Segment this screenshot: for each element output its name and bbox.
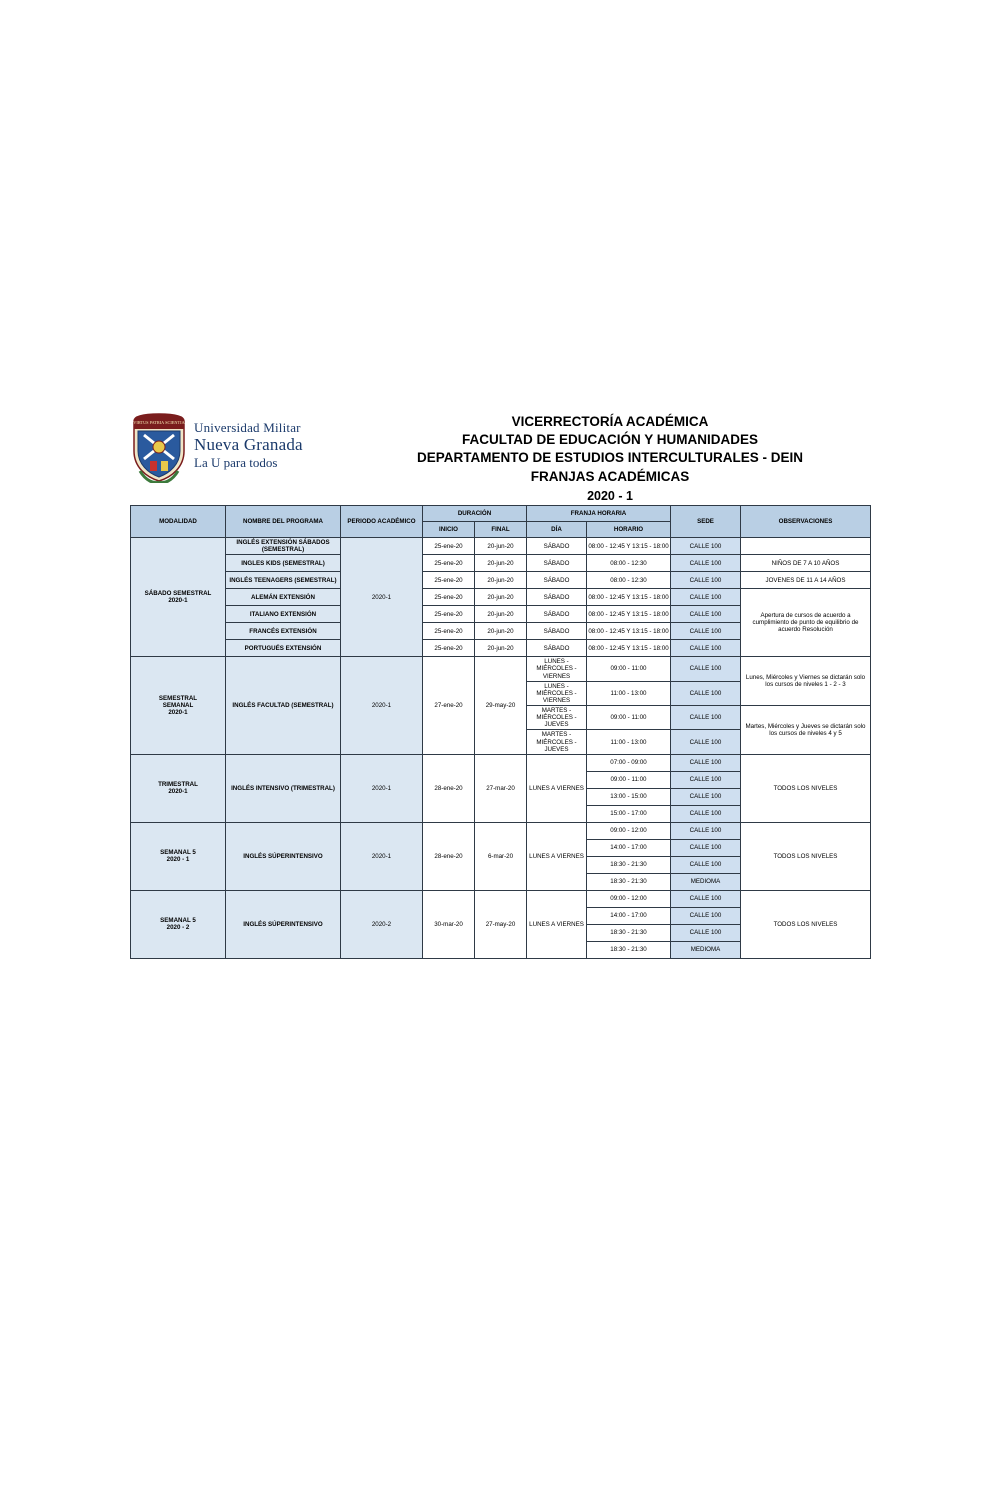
horario-cell: 11:00 - 13:00 xyxy=(587,730,671,754)
observaciones-cell xyxy=(741,538,871,555)
dia-cell: SÁBADO xyxy=(527,589,587,606)
periodo-cell: 2020-2 xyxy=(341,890,423,958)
title-line-vicerrectoria: VICERRECTORÍA ACADÉMICA xyxy=(511,414,709,429)
observaciones-cell: Lunes, Miércoles y Viernes se dictarán solo los cursos de niveles 1 - 2 - 3 xyxy=(741,657,871,706)
dia-cell: MARTES - MIÉRCOLES - JUEVES xyxy=(527,706,587,730)
table-row xyxy=(131,572,871,589)
dia-cell: LUNES - MIÉRCOLES - VIERNES xyxy=(527,681,587,705)
modalidad-semanal5-2 xyxy=(131,890,226,958)
title-line-franjas: FRANJAS ACADÉMICAS xyxy=(530,468,690,484)
sede-cell: CALLE 100 xyxy=(671,907,741,924)
sede-cell: CALLE 100 xyxy=(671,924,741,941)
inicio-cell: 27-ene-20 xyxy=(423,657,475,755)
programa-cell: INGLÉS SÚPERINTENSIVO xyxy=(226,822,341,890)
modalidad-label: SÁBADO SEMESTRAL xyxy=(144,590,212,597)
final-cell: 20-jun-20 xyxy=(475,606,527,623)
sede-cell: CALLE 100 xyxy=(671,589,741,606)
sede-cell: CALLE 100 xyxy=(671,788,741,805)
header-inicio: INICIO xyxy=(423,522,475,538)
dia-cell: LUNES A VIERNES xyxy=(527,890,587,958)
sede-cell: CALLE 100 xyxy=(671,805,741,822)
university-wordmark xyxy=(194,411,303,470)
dia-cell: SÁBADO xyxy=(527,555,587,572)
modalidad-periodo: 2020-1 xyxy=(168,597,188,605)
observaciones-cell: JOVENES DE 11 A 14 AÑOS xyxy=(741,572,871,589)
final-cell: 20-jun-20 xyxy=(475,572,527,589)
table-body xyxy=(131,538,871,959)
dia-cell: LUNES A VIERNES xyxy=(527,754,587,822)
final-cell: 6-mar-20 xyxy=(475,822,527,890)
sede-cell: CALLE 100 xyxy=(671,890,741,907)
sede-cell: CALLE 100 xyxy=(671,681,741,705)
inicio-cell: 25-ene-20 xyxy=(423,572,475,589)
final-cell: 20-jun-20 xyxy=(475,538,527,555)
horario-cell: 09:00 - 11:00 xyxy=(587,657,671,681)
header-dia: DÍA xyxy=(527,522,587,538)
final-cell: 27-may-20 xyxy=(475,890,527,958)
horario-cell: 13:00 - 15:00 xyxy=(587,788,671,805)
horario-cell: 08:00 - 12:45 Y 13:15 - 18:00 xyxy=(587,623,671,640)
inicio-cell: 25-ene-20 xyxy=(423,606,475,623)
observaciones-cell: NIÑOS DE 7 A 10 AÑOS xyxy=(741,555,871,572)
horario-cell: 11:00 - 13:00 xyxy=(587,681,671,705)
document-header xyxy=(130,405,870,503)
table-header-row-1 xyxy=(131,506,871,522)
horario-cell: 08:00 - 12:45 Y 13:15 - 18:00 xyxy=(587,640,671,657)
header-modalidad: MODALIDAD xyxy=(131,506,226,538)
sede-cell: CALLE 100 xyxy=(671,706,741,730)
header-programa: NOMBRE DEL PROGRAMA xyxy=(226,506,341,538)
horario-cell: 18:30 - 21:30 xyxy=(587,941,671,958)
horario-cell: 09:00 - 12:00 xyxy=(587,822,671,839)
horario-cell: 14:00 - 17:00 xyxy=(587,907,671,924)
final-cell: 20-jun-20 xyxy=(475,589,527,606)
horario-cell: 08:00 - 12:45 Y 13:15 - 18:00 xyxy=(587,589,671,606)
inicio-cell: 25-ene-20 xyxy=(423,555,475,572)
horario-cell: 18:30 - 21:30 xyxy=(587,873,671,890)
programa-cell: INGLÉS FACULTAD (SEMESTRAL) xyxy=(226,657,341,755)
sede-cell: CALLE 100 xyxy=(671,606,741,623)
programa-cell: INGLÉS EXTENSIÓN SÁBADOS (SEMESTRAL) xyxy=(226,538,341,555)
sede-cell: CALLE 100 xyxy=(671,771,741,788)
university-name-line1: Universidad Militar xyxy=(194,420,301,435)
horario-cell: 08:00 - 12:30 xyxy=(587,555,671,572)
final-cell: 29-may-20 xyxy=(475,657,527,755)
dia-cell: LUNES - MIÉRCOLES - VIERNES xyxy=(527,657,587,681)
final-cell: 20-jun-20 xyxy=(475,623,527,640)
sede-cell: MEDIOMA xyxy=(671,873,741,890)
inicio-cell: 30-mar-20 xyxy=(423,890,475,958)
university-name-line2: Nueva Granada xyxy=(194,434,303,454)
observaciones-cell: TODOS LOS NIVELES xyxy=(741,822,871,890)
inicio-cell: 25-ene-20 xyxy=(423,538,475,555)
programa-cell: PORTUGUÉS EXTENSIÓN xyxy=(226,640,341,657)
inicio-cell: 28-ene-20 xyxy=(423,822,475,890)
observaciones-cell: Martes, Miércoles y Jueves se dictarán solo los cursos de niveles 4 y 5 xyxy=(741,706,871,755)
modalidad-semanal5-1 xyxy=(131,822,226,890)
horario-cell: 09:00 - 11:00 xyxy=(587,771,671,788)
modalidad-trimestral xyxy=(131,754,226,822)
programa-cell: INGLÉS INTENSIVO (TRIMESTRAL) xyxy=(226,754,341,822)
table-row xyxy=(131,657,871,681)
sede-cell: CALLE 100 xyxy=(671,538,741,555)
programa-cell: FRANCÉS EXTENSIÓN xyxy=(226,623,341,640)
sede-cell: MEDIOMA xyxy=(671,941,741,958)
title-line-facultad: FACULTAD DE EDUCACIÓN Y HUMANIDADES xyxy=(461,432,758,448)
sede-cell: CALLE 100 xyxy=(671,555,741,572)
modalidad-label: SEMANAL 5 xyxy=(160,849,196,857)
modalidad-sabado-semestral xyxy=(131,538,226,657)
header-duracion: DURACIÓN xyxy=(423,506,527,522)
modalidad-periodo: 2020 - 2 xyxy=(166,924,190,932)
observaciones-cell: TODOS LOS NIVELES xyxy=(741,754,871,822)
header-sede: SEDE xyxy=(671,506,741,538)
table-row xyxy=(131,589,871,606)
horario-cell: 07:00 - 09:00 xyxy=(587,754,671,771)
horario-cell: 09:00 - 12:00 xyxy=(587,890,671,907)
modalidad-semestral-semanal xyxy=(131,657,226,755)
table-row xyxy=(131,754,871,771)
dia-cell: SÁBADO xyxy=(527,606,587,623)
observaciones-cell: TODOS LOS NIVELES xyxy=(741,890,871,958)
university-slogan: La U para todos xyxy=(194,455,278,471)
horario-cell: 18:30 - 21:30 xyxy=(587,924,671,941)
sede-cell: CALLE 100 xyxy=(671,572,741,589)
observaciones-cell: Apertura de cursos de acuerdo a cumplimiento de punto de equilibrio de acuerdo Resolución xyxy=(741,589,871,657)
sede-cell: CALLE 100 xyxy=(671,839,741,856)
schedule-table xyxy=(130,505,871,959)
inicio-cell: 25-ene-20 xyxy=(423,623,475,640)
dia-cell: SÁBADO xyxy=(527,538,587,555)
programa-cell: INGLÉS SÚPERINTENSIVO xyxy=(226,890,341,958)
horario-cell: 09:00 - 11:00 xyxy=(587,706,671,730)
modalidad-periodo: 2020 - 1 xyxy=(166,856,190,864)
sede-cell: CALLE 100 xyxy=(671,730,741,754)
periodo-cell: 2020-1 xyxy=(341,657,423,755)
inicio-cell: 25-ene-20 xyxy=(423,589,475,606)
programa-cell: ITALIANO EXTENSIÓN xyxy=(226,606,341,623)
modalidad-label: TRIMESTRAL xyxy=(158,781,198,789)
table-row xyxy=(131,890,871,907)
modalidad-label: SEMESTRAL xyxy=(158,694,198,702)
modalidad-label: SEMANAL 5 xyxy=(160,917,196,925)
document-body xyxy=(130,405,870,959)
dia-cell: LUNES A VIERNES xyxy=(527,822,587,890)
svg-text:VIRTUS PATRIA SCIENTIA: VIRTUS PATRIA SCIENTIA xyxy=(133,420,185,425)
title-line-departamento: DEPARTAMENTO DE ESTUDIOS INTERCULTURALES - DEIN xyxy=(416,450,803,466)
horario-cell: 08:00 - 12:45 Y 13:15 - 18:00 xyxy=(587,538,671,555)
table-row xyxy=(131,538,871,555)
table-row xyxy=(131,822,871,839)
dia-cell: SÁBADO xyxy=(527,572,587,589)
inicio-cell: 28-ene-20 xyxy=(423,754,475,822)
dia-cell: SÁBADO xyxy=(527,623,587,640)
sede-cell: CALLE 100 xyxy=(671,822,741,839)
horario-cell: 14:00 - 17:00 xyxy=(587,839,671,856)
title-line-periodo: 2020 - 1 xyxy=(587,488,633,503)
sede-cell: CALLE 100 xyxy=(671,754,741,771)
sede-cell: CALLE 100 xyxy=(671,640,741,657)
header-final: FINAL xyxy=(475,522,527,538)
university-crest-icon xyxy=(130,411,188,483)
sede-cell: CALLE 100 xyxy=(671,623,741,640)
horario-cell: 18:30 - 21:30 xyxy=(587,856,671,873)
programa-cell: INGLES KIDS (SEMESTRAL) xyxy=(226,555,341,572)
horario-cell: 08:00 - 12:45 Y 13:15 - 18:00 xyxy=(587,606,671,623)
sede-cell: CALLE 100 xyxy=(671,856,741,873)
table-row xyxy=(131,555,871,572)
document-title-block xyxy=(350,405,870,505)
final-cell: 20-jun-20 xyxy=(475,555,527,572)
horario-cell: 15:00 - 17:00 xyxy=(587,805,671,822)
header-franja-horaria: FRANJA HORARIA xyxy=(527,506,671,522)
modalidad-periodo: 2020-1 xyxy=(168,788,188,796)
sede-cell: CALLE 100 xyxy=(671,657,741,681)
final-cell: 20-jun-20 xyxy=(475,640,527,657)
inicio-cell: 25-ene-20 xyxy=(423,640,475,657)
modalidad-label-2: SEMANAL xyxy=(162,701,194,709)
periodo-cell: 2020-1 xyxy=(341,538,423,657)
dia-cell: MARTES - MIÉRCOLES - JUEVES xyxy=(527,730,587,754)
final-cell: 27-mar-20 xyxy=(475,754,527,822)
modalidad-periodo: 2020-1 xyxy=(168,709,188,717)
horario-cell: 08:00 - 12:30 xyxy=(587,572,671,589)
programa-cell: ALEMÁN EXTENSIÓN xyxy=(226,589,341,606)
periodo-cell: 2020-1 xyxy=(341,822,423,890)
programa-cell: INGLÉS TEENAGERS (SEMESTRAL) xyxy=(226,572,341,589)
header-periodo: PERIODO ACADÉMICO xyxy=(341,506,423,538)
university-logo xyxy=(130,405,350,483)
periodo-cell: 2020-1 xyxy=(341,754,423,822)
header-observaciones: OBSERVACIONES xyxy=(741,506,871,538)
dia-cell: SÁBADO xyxy=(527,640,587,657)
table-header xyxy=(131,506,871,538)
header-horario: HORARIO xyxy=(587,522,671,538)
